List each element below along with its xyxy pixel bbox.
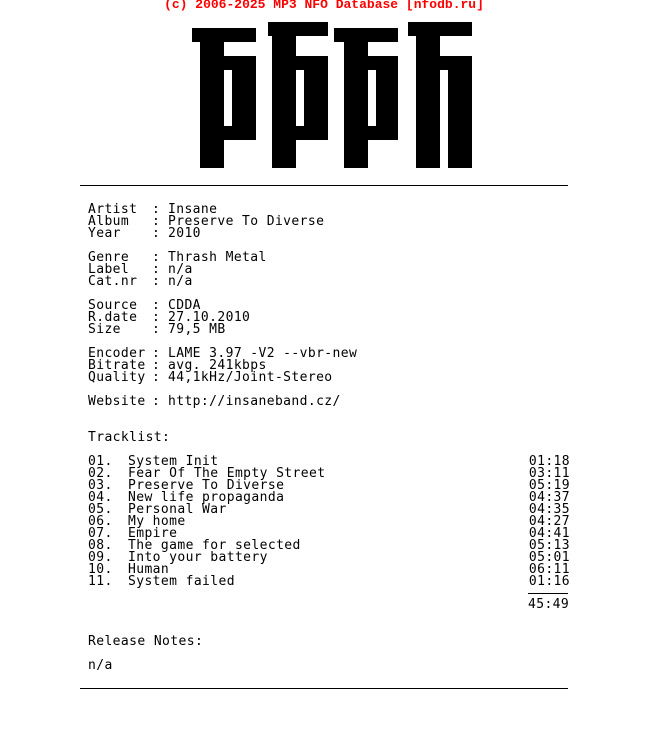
info-row-album: Album : Preserve To Diverse xyxy=(88,214,325,229)
bottom-divider xyxy=(80,688,568,689)
info-row-label: Label : n/a xyxy=(88,262,193,277)
total-divider xyxy=(528,593,568,594)
track-row: 04. New life propaganda 04:37 xyxy=(88,490,570,505)
info-row-source: Source : CDDA xyxy=(88,298,201,313)
info-row-quality: Quality : 44,1kHz/Joint-Stereo xyxy=(88,370,333,385)
track-row: 03. Preserve To Diverse 05:19 xyxy=(88,478,570,493)
track-row: 06. My home 04:27 xyxy=(88,514,570,529)
info-row-rdate: R.date : 27.10.2010 xyxy=(88,310,251,325)
track-row: 07. Empire 04:41 xyxy=(88,526,570,541)
track-row: 10. Human 06:11 xyxy=(88,562,570,577)
info-row-catnr: Cat.nr : n/a xyxy=(88,274,193,289)
tracklist-heading: Tracklist: xyxy=(88,430,171,445)
website-link: http://insaneband.cz/ xyxy=(168,394,341,409)
info-row-encoder: Encoder : LAME 3.97 -V2 --vbr-new xyxy=(88,346,358,361)
release-notes-text: n/a xyxy=(88,658,113,673)
release-notes-heading: Release Notes: xyxy=(88,634,204,649)
ascii-logo xyxy=(190,22,474,168)
info-row-year: Year : 2010 xyxy=(88,226,201,241)
total-duration: 45:49 xyxy=(528,597,570,612)
info-row-artist: Artist : Insane xyxy=(88,202,218,217)
info-row-bitrate: Bitrate : avg. 241kbps xyxy=(88,358,267,373)
info-row-genre: Genre : Thrash Metal xyxy=(88,250,267,265)
copyright-header: (c) 2006-2025 MP3 NFO Database [nfodb.ru] xyxy=(164,0,484,12)
track-row: 08. The game for selected 05:13 xyxy=(88,538,570,553)
track-row: 01. System Init 01:18 xyxy=(88,454,570,469)
track-row: 11. System failed 01:16 xyxy=(88,574,570,589)
top-divider xyxy=(80,185,568,186)
info-row-website: Website : http://insaneband.cz/ xyxy=(88,394,341,409)
track-row: 02. Fear Of The Empty Street 03:11 xyxy=(88,466,570,481)
track-row: 09. Into your battery 05:01 xyxy=(88,550,570,565)
track-row: 05. Personal War 04:35 xyxy=(88,502,570,517)
info-row-size: Size : 79,5 MB xyxy=(88,322,226,337)
